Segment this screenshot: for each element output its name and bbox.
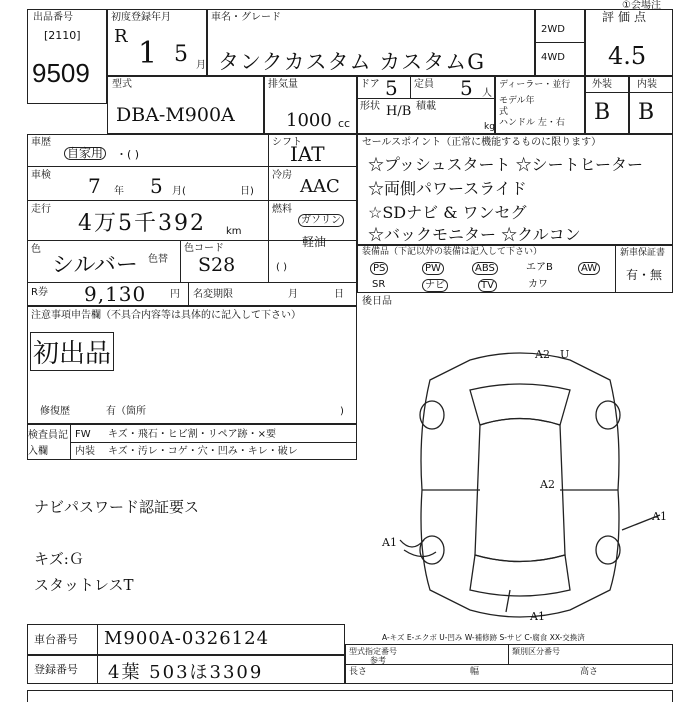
month-unit: 月 — [196, 60, 206, 71]
name-label: 車名・グレード — [211, 12, 281, 23]
score-value: 4.5 — [608, 42, 647, 70]
equip-pw: PW — [422, 262, 444, 275]
sales-line-1: ☆プッシュスタート ☆シートヒーター — [368, 155, 644, 174]
mark-a2-roof: A2 — [540, 478, 555, 491]
cc-unit: cc — [338, 117, 351, 130]
door-label: ドア — [360, 79, 380, 90]
equip-abs: ABS — [472, 262, 498, 275]
checker-row1-tag: FW — [75, 429, 91, 440]
equip-ps: PS — [370, 262, 388, 275]
displacement-label: 排気量 — [268, 79, 298, 90]
interior-value: B — [638, 100, 655, 125]
width-label: 幅 — [470, 667, 480, 677]
new-car-label: 新車保証書 — [620, 248, 666, 258]
new-car-value: 有・無 — [626, 268, 663, 282]
color-label: 色 — [31, 244, 41, 255]
mark-a2-top: A2 — [535, 348, 550, 361]
recycle-label: R券 — [31, 287, 48, 298]
equip-tv: TV — [478, 279, 497, 292]
handnote-2: キズ:Ｇ — [34, 550, 84, 568]
recycle-unit: 円 — [170, 289, 180, 300]
sales-line-2: ☆両側パワースライド — [368, 179, 527, 198]
color-change-label: 色替 — [148, 254, 168, 265]
reg-limit-label: 名変期限 — [193, 289, 233, 300]
model-year-label: モデル年式 — [499, 96, 535, 117]
desig-ref: 参考 — [370, 656, 386, 665]
first-listing-mark: 初出品 — [30, 332, 114, 371]
interior-label: 内装 — [637, 79, 657, 90]
equip-airbag: エアB — [526, 262, 553, 273]
name-value: タンクカスタム カスタムG — [218, 50, 486, 74]
type-label: 型式 — [112, 79, 132, 90]
car-damage-diagram — [360, 340, 680, 630]
inspection-year-unit: 年 — [114, 186, 124, 197]
lot-code: [2110] — [44, 29, 81, 42]
mark-u-top: U — [560, 348, 570, 361]
shift-label: シフト — [272, 137, 302, 148]
equip-leather: カワ — [528, 279, 548, 290]
later-label: 後日品 — [362, 296, 392, 307]
repair-value: 有（箇所 — [106, 406, 146, 417]
capacity-unit: 人 — [482, 88, 492, 99]
chassis-value: M900A-0326124 — [104, 628, 270, 649]
exterior-label: 外装 — [592, 79, 612, 90]
shape-label: 形状 — [360, 101, 380, 112]
sales-label: セールスポイント（正常に機能するものに限ります） — [362, 137, 602, 148]
equip-sr: SR — [372, 279, 386, 290]
history-value: 自家用 — [64, 147, 106, 160]
car-body-outline — [421, 353, 619, 617]
first-reg-year: 1 — [138, 36, 158, 71]
fuel-alt: 軽油 — [302, 235, 327, 249]
reg-limit-day: 日 — [334, 289, 344, 300]
checker-row1: キズ・飛石・ヒビ割・リペア跡・×要 — [108, 429, 276, 440]
color-code-value: S28 — [198, 254, 236, 276]
equipment-label: 装備品（下記以外の装備は記入して下さい） — [362, 247, 543, 257]
repair-close: ) — [340, 406, 344, 417]
checker-row2: キズ・汚レ・コゲ・穴・凹み・キレ・破レ — [108, 446, 298, 457]
checker-label: 検査員記入欄 — [28, 430, 68, 457]
handle-label: ハンドル 左・右 — [499, 118, 565, 128]
sales-line-4: ☆バックモニター ☆クルコン — [368, 225, 581, 244]
checker-row2-tag: 内装 — [75, 446, 95, 457]
equip-aw: AW — [578, 262, 600, 275]
color-value: シルバー — [52, 253, 138, 278]
type-value: DBA-M900A — [116, 104, 235, 126]
top-note: ①会場注 — [622, 0, 661, 11]
length-label: 長さ — [349, 667, 368, 677]
mileage-label: 走行 — [31, 204, 51, 215]
first-reg-label: 初度登録年月 — [111, 12, 171, 23]
first-reg-month: 5 — [174, 42, 188, 67]
kg-unit: kg — [484, 122, 495, 132]
repair-label: 修復歴 — [40, 406, 70, 417]
inspection-month-unit: 月( — [172, 186, 186, 197]
score-label: 評価点 — [602, 10, 651, 24]
wheel-rear-right — [596, 536, 620, 564]
exterior-value: B — [594, 100, 611, 125]
mark-a1-bottom: A1 — [530, 610, 545, 623]
door-value: 5 — [385, 76, 398, 100]
notes-label: 注意事項申告欄（不具合内容等は具体的に記入して下さい） — [31, 310, 301, 321]
mileage-unit: km — [226, 226, 242, 237]
inspection-month: 5 — [150, 174, 163, 198]
mileage-value: 4万5千392 — [78, 211, 206, 236]
handnote-1: ナビパスワード認証要ス — [34, 498, 200, 516]
plate-label: 登録番号 — [34, 663, 78, 676]
inspection-day-unit: 日) — [240, 186, 254, 197]
lot-label: 出品番号 — [33, 12, 73, 23]
shape-value: H/B — [386, 104, 412, 119]
desig-label: 型式指定番号 — [349, 647, 397, 656]
ac-value: AAC — [300, 176, 340, 197]
plate-value: 4葉 503ほ3309 — [108, 662, 264, 683]
fuel-value: ガソリン — [298, 214, 344, 227]
class-label: 類別区分番号 — [512, 647, 560, 656]
sales-line-3: ☆SDナビ & ワンセグ — [368, 203, 527, 222]
reg-limit-month: 月 — [288, 289, 298, 300]
diagram-legend: A-キズ E-エクボ U-凹み W-補修跡 S-サビ C-腐食 XX-交換済 — [382, 633, 585, 642]
equip-navi: ナビ — [422, 279, 448, 292]
history-label: 車歴 — [31, 137, 51, 148]
fuel-paren: ( ) — [276, 262, 287, 273]
load-label: 積載 — [416, 101, 436, 112]
capacity-label: 定員 — [414, 79, 434, 90]
shift-value: IAT — [290, 142, 325, 166]
mark-a1-right: A1 — [652, 510, 667, 523]
fuel-label: 燃料 — [272, 204, 292, 215]
ac-label: 冷房 — [272, 170, 292, 181]
chassis-label: 車台番号 — [34, 633, 78, 646]
inspection-label: 車検 — [31, 170, 51, 181]
history-paren: ・( ) — [116, 148, 140, 161]
lot-number: 9509 — [32, 58, 90, 88]
first-reg-era: R — [114, 26, 128, 47]
car-rear-window — [470, 555, 570, 596]
handnote-3: スタットレスT — [34, 576, 134, 594]
dealer-label: ディーラー・並行 — [499, 80, 571, 90]
drive-4wd: 4WD — [541, 52, 565, 63]
lot-box — [27, 9, 107, 104]
bottom-strip — [27, 690, 673, 702]
displacement-value: 1000 — [286, 110, 332, 131]
drive-2wd: 2WD — [541, 24, 565, 35]
recycle-value: 9,130 — [84, 282, 147, 306]
car-windshield — [470, 384, 570, 425]
color-code-label: 色コード — [184, 243, 224, 254]
mark-a1-left: A1 — [382, 536, 397, 549]
height-label: 高さ — [580, 667, 599, 677]
inspection-year: 7 — [88, 174, 101, 198]
capacity-value: 5 — [460, 76, 473, 100]
